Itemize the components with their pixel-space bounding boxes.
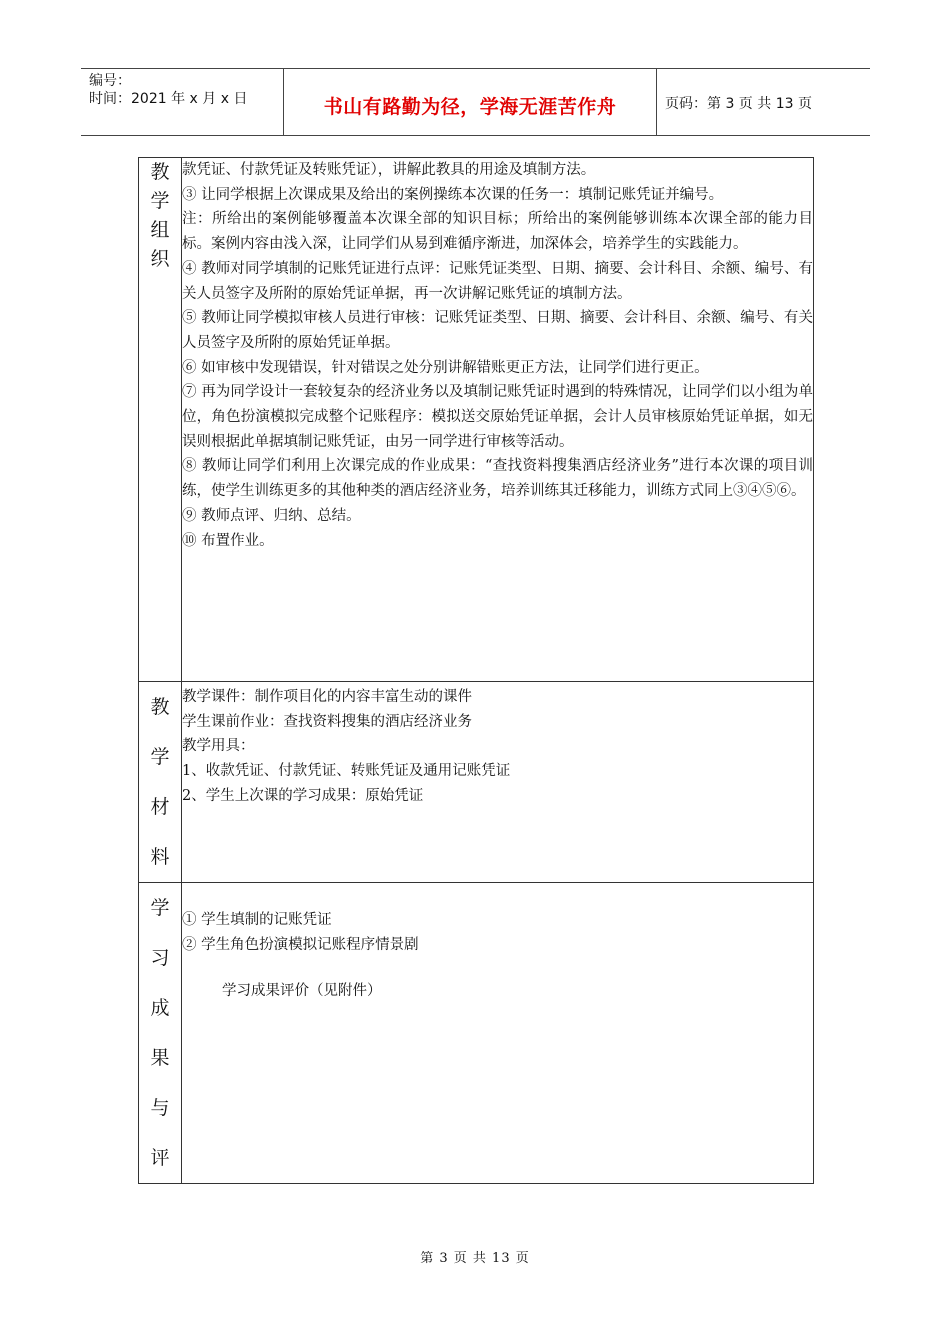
outcome-evaluation-note: 学习成果评价（见附件）: [222, 983, 382, 1000]
row-label-learning-outcomes: 学 习 成 果 与 评: [139, 883, 182, 1184]
learning-outcomes-content: [182, 883, 814, 1184]
paragraph: 教学用具：: [182, 738, 255, 755]
header-left: [81, 69, 283, 135]
page-footer: 第 3 页 共 13 页: [420, 1251, 530, 1266]
paragraph: ③ 让同学根据上次课成果及给出的案例操练本次课的任务一：填制记账凭证并编号。: [182, 186, 724, 203]
teaching-materials-content: [182, 682, 814, 883]
paragraph: 1、收款凭证、付款凭证、转账凭证及通用记账凭证: [182, 763, 511, 780]
header-page-label: 页码：第 3 页 共 13 页: [665, 96, 812, 112]
paragraph: ⑨ 教师点评、归纳、总结。: [182, 507, 361, 524]
paragraph: ① 学生填制的记账凭证: [182, 912, 332, 928]
row-label-teaching-organization: 教 学 组 织: [139, 158, 182, 682]
paragraph: ⑥ 如审核中发现错误，针对错误之处分别讲解错账更正方法，让同学们进行更正。: [182, 359, 709, 376]
lesson-plan-table: [138, 157, 814, 1184]
paragraph: ⑦ 再为同学设计一套较复杂的经济业务以及填制记账凭证时遇到的特殊情况，让同学们以小组为单位，角色扮演模拟完成整个记账程序：模拟送交原始凭证单据，会计人员审核原始凭证单据，如无误则根据此单据填制记账凭证，由另一同学进行审核等活动。: [182, 384, 813, 450]
paragraph: ⑩ 布置作业。: [182, 532, 274, 549]
paragraph: ⑧ 教师让同学们利用上次课完成的作业成果：“查找资料搜集酒店经济业务”进行本次课的项目训练，使学生训练更多的其他种类的酒店经济业务，培养训练其迁移能力，训练方式同上③④⑤⑥。: [182, 458, 813, 500]
document-number-label: 编号：: [89, 73, 131, 89]
document-time-label: 时间：2021 年 x 月 x 日: [89, 91, 248, 107]
header-motto: 书山有路勤为径，学海无涯苦作舟: [283, 69, 657, 135]
page-header: [81, 68, 870, 136]
paragraph: 注：所给出的案例能够覆盖本次课全部的知识目标；所给出的案例能够训练本次课全部的能力目标。案例内容由浅入深，让同学们从易到难循序渐进，加深体会，培养学生的实践能力。: [182, 211, 813, 253]
paragraph: 款凭证、付款凭证及转账凭证），讲解此教具的用途及填制方法。: [182, 162, 596, 178]
table-row-learning-outcomes: [139, 883, 814, 1184]
row-label-teaching-materials: 教 学 材 料: [139, 682, 182, 883]
teaching-organization-content: [182, 158, 814, 682]
paragraph: 学生课前作业：查找资料搜集的酒店经济业务: [182, 713, 472, 730]
table-row-teaching-materials: [139, 682, 814, 883]
paragraph: ② 学生角色扮演模拟记账程序情景剧: [182, 936, 419, 953]
paragraph: ④ 教师对同学填制的记账凭证进行点评：记账凭证类型、日期、摘要、会计科目、余额、编号、有关人员签字及所附的原始凭证单据，再一次讲解记账凭证的填制方法。: [182, 260, 813, 302]
paragraph: 2、学生上次课的学习成果：原始凭证: [182, 787, 424, 804]
paragraph: 教学课件：制作项目化的内容丰富生动的课件: [182, 689, 472, 705]
table-row-teaching-organization: [139, 158, 814, 682]
paragraph: ⑤ 教师让同学模拟审核人员进行审核：记账凭证类型、日期、摘要、会计科目、余额、编号、有关人员签字及所附的原始凭证单据。: [182, 310, 813, 351]
